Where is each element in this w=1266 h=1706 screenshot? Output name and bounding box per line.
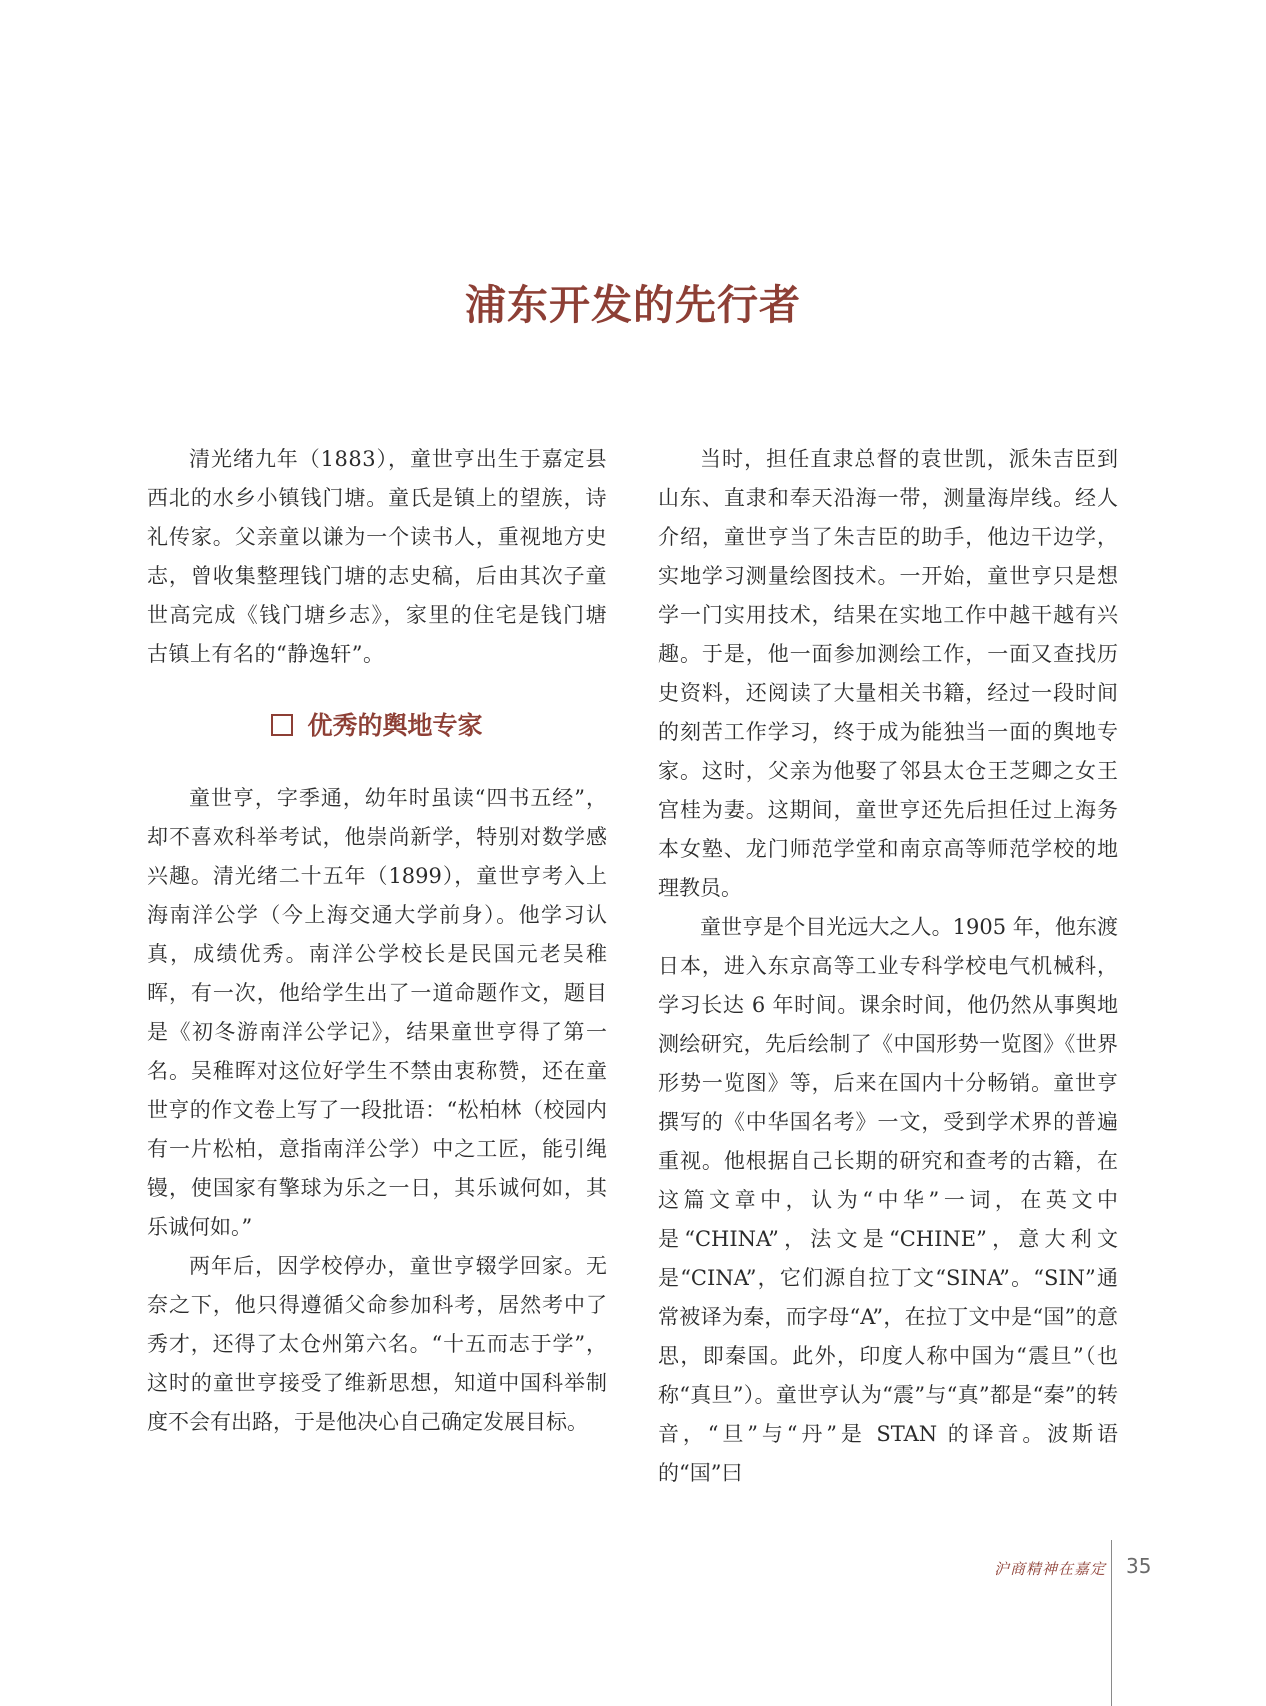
right-column <box>658 440 1118 1493</box>
article-title: 浦东开发的先行者 <box>465 281 801 329</box>
hollow-square-icon <box>271 714 293 736</box>
body-paragraph: 两年后，因学校停办，童世亨辍学回家。无奈之下，他只得遵循父命参加科考，居然考中了秀才，还得了太仓州第六名。“十五而志于学”，这时的童世亨接受了维新思想，知道中国科举制度不会有出路，于是他决心自己确定发展目标。 <box>147 1254 607 1434</box>
footer-divider <box>1111 1540 1112 1706</box>
body-paragraph: 童世亨是个目光远大之人。1905 年，他东渡日本，进入东京高等工业专科学校电气机械科，学习长达 6 年时间。课余时间，他仍然从事舆地测绘研究，先后绘制了《中国形势一览图》《世界形势一览图》等，后来在国内十分畅销。童世亨撰写的《中华国名考》一文，受到学术界的普遍重视。他根据自己长期的研究和查考的古籍，在这篇文章中，认为“中华”一词，在英文中是“CHINA”，法文是“CHINE”，意大利文是“CINA”，它们源自拉丁文“SINA”。“SIN”通常被译为秦，而字母“A”，在拉丁文中是“国”的意思，即秦国。此外，印度人称中国为“震旦”（也称“真旦”）。童世亨认为“震”与“真”都是“秦”的转音，“旦”与“丹”是 STAN 的译音。波斯语的“国”曰 <box>658 915 1118 1485</box>
body-paragraph: 童世亨，字季通，幼年时虽读“四书五经”，却不喜欢科举考试，他崇尚新学，特别对数学感兴趣。清光绪二十五年（1899），童世亨考入上海南洋公学（今上海交通大学前身）。他学习认真，成绩优秀。南洋公学校长是民国元老吴稚晖，有一次，他给学生出了一道命题作文，题目是《初冬游南洋公学记》，结果童世亨得了第一名。吴稚晖对这位好学生不禁由衷称赞，还在童世亨的作文卷上写了一段批语：“松柏林（校园内有一片松柏，意指南洋公学）中之工匠，能引绳镘，使国家有擎球为乐之一日，其乐诚何如，其乐诚何如。” <box>147 786 607 1239</box>
left-column <box>147 440 607 1442</box>
intro-paragraph: 清光绪九年（1883），童世亨出生于嘉定县西北的水乡小镇钱门塘。童氏是镇上的望族，诗礼传家。父亲童以谦为一个读书人，重视地方史志，曾收集整理钱门塘的志史稿，后由其次子童世高完成《钱门塘乡志》，家里的住宅是钱门塘古镇上有名的“静逸轩”。 <box>147 447 607 666</box>
page-number: 35 <box>1126 1554 1152 1578</box>
section-heading-label: 优秀的舆地专家 <box>307 711 483 740</box>
section-heading <box>147 708 607 744</box>
body-paragraph: 当时，担任直隶总督的袁世凯，派朱吉臣到山东、直隶和奉天沿海一带，测量海岸线。经人介绍，童世亨当了朱吉臣的助手，他边干边学，实地学习测量绘图技术。一开始，童世亨只是想学一门实用技术，结果在实地工作中越干越有兴趣。于是，他一面参加测绘工作，一面又查找历史资料，还阅读了大量相关书籍，经过一段时间的刻苦工作学习，终于成为能独当一面的舆地专家。这时，父亲为他娶了邻县太仓王芝卿之女王宫桂为妻。这期间，童世亨还先后担任过上海务本女塾、龙门师范学堂和南京高等师范学校的地理教员。 <box>658 447 1118 900</box>
running-footer: 沪商精神在嘉定 <box>993 1560 1106 1578</box>
